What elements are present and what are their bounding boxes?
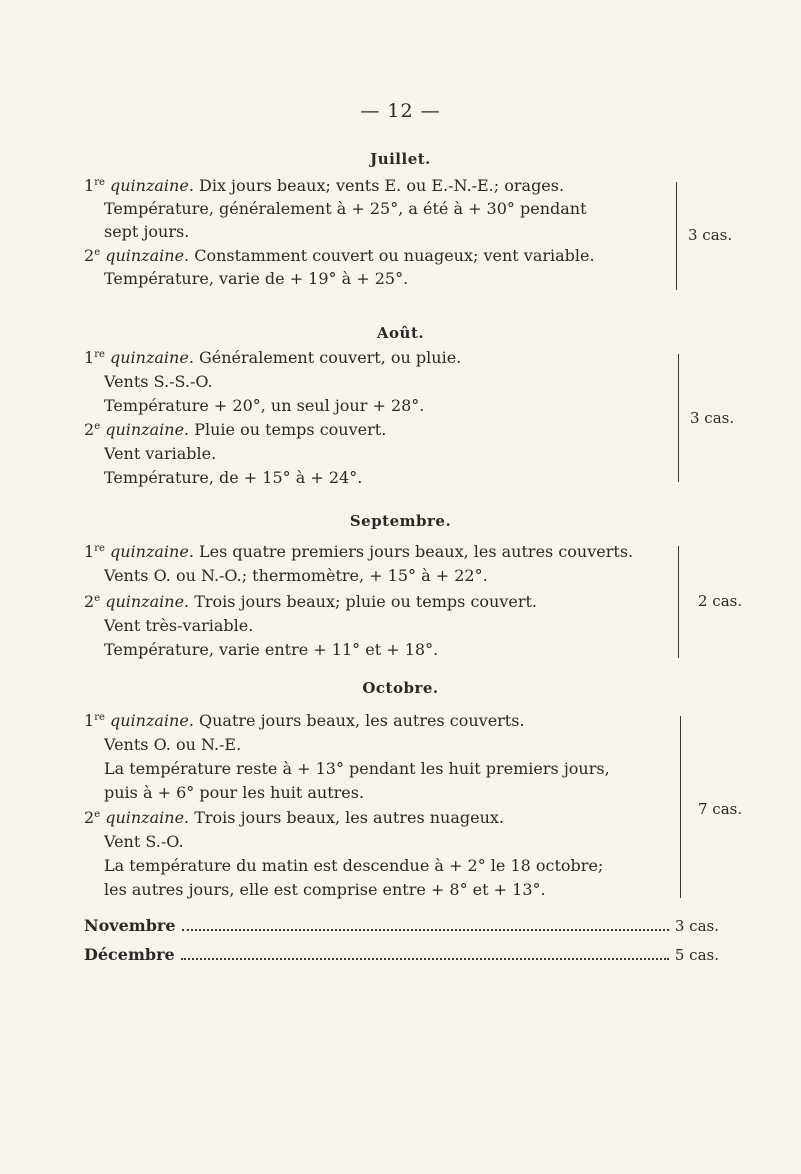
juillet-q1-line1: 1re quinzaine. Dix jours beaux; vents E. ou E.-N.-E.; orages.	[84, 176, 565, 195]
juillet-q2-line2: Température, varie de + 19° à + 25°.	[104, 269, 409, 288]
septembre-q2-line3: Température, varie entre + 11° et + 18°.	[104, 640, 439, 659]
aout-bracket	[678, 354, 683, 482]
decembre-row	[84, 945, 719, 965]
octobre-count: 7 cas.	[698, 800, 743, 818]
octobre-q1-line1: 1re quinzaine. Quatre jours beaux, les autres couverts.	[84, 711, 525, 730]
septembre-count: 2 cas.	[698, 592, 743, 610]
aout-q2-line3: Température, de + 15° à + 24°.	[104, 468, 363, 487]
month-heading-octobre: Octobre.	[362, 679, 439, 697]
month-heading-juillet: Juillet.	[370, 150, 431, 168]
juillet-bracket	[676, 182, 681, 290]
novembre-label: Novembre	[84, 916, 176, 935]
novembre-row	[84, 916, 719, 936]
aout-q1-line1: 1re quinzaine. Généralement couvert, ou pluie.	[84, 348, 462, 367]
juillet-q1-line3: sept jours.	[104, 222, 190, 241]
octobre-q2-line2: Vent S.-O.	[104, 832, 184, 851]
octobre-q2-line1: 2e quinzaine. Trois jours beaux, les autres nuageux.	[84, 808, 505, 827]
aout-count: 3 cas.	[690, 409, 735, 427]
aout-q1-line2: Vents S.-S.-O.	[104, 372, 213, 391]
septembre-q2-line1: 2e quinzaine. Trois jours beaux; pluie ou temps couvert.	[84, 592, 538, 611]
septembre-bracket	[678, 546, 683, 658]
octobre-q1-line2: Vents O. ou N.-E.	[104, 735, 242, 754]
dot-leader	[181, 958, 669, 960]
octobre-bracket	[680, 716, 685, 898]
decembre-label: Décembre	[84, 945, 175, 964]
aout-q1-line3: Température + 20°, un seul jour + 28°.	[104, 396, 425, 415]
juillet-count: 3 cas.	[688, 226, 733, 244]
octobre-q2-line4: les autres jours, elle est comprise entre + 8° et + 13°.	[104, 880, 546, 899]
month-heading-aout: Août.	[376, 324, 425, 342]
aout-q2-line2: Vent variable.	[104, 444, 217, 463]
octobre-q1-line4: puis à + 6° pour les huit autres.	[104, 783, 365, 802]
decembre-count: 5 cas.	[674, 946, 719, 964]
octobre-q1-line3: La température reste à + 13° pendant les huit premiers jours,	[104, 759, 610, 778]
septembre-q2-line2: Vent très-variable.	[104, 616, 254, 635]
septembre-q1-line2: Vents O. ou N.-O.; thermomètre, + 15° à + 22°.	[104, 566, 488, 585]
dot-leader	[182, 929, 669, 931]
month-heading-septembre: Septembre.	[349, 512, 452, 530]
juillet-q1-line2: Température, généralement à + 25°, a été à + 30° pendant	[104, 199, 587, 218]
octobre-q2-line3: La température du matin est descendue à + 2° le 18 octobre;	[104, 856, 604, 875]
septembre-q1-line1: 1re quinzaine. Les quatre premiers jours beaux, les autres couverts.	[84, 542, 634, 561]
page-number: — 12 —	[360, 100, 441, 122]
juillet-q2-line1: 2e quinzaine. Constamment couvert ou nuageux; vent variable.	[84, 246, 595, 265]
aout-q2-line1: 2e quinzaine. Pluie ou temps couvert.	[84, 420, 387, 439]
novembre-count: 3 cas.	[674, 917, 719, 935]
